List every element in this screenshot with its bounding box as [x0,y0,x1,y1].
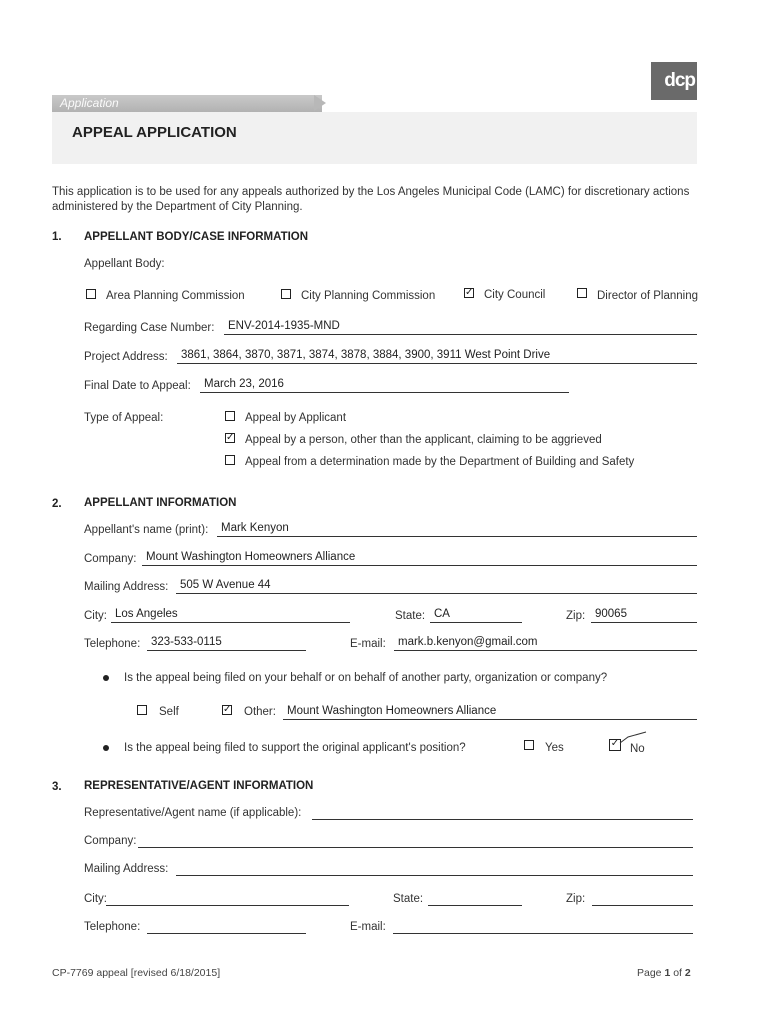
rep-email-line[interactable] [393,933,693,934]
appeal-aggrieved-label: Appeal by a person, other than the applicant, claiming to be aggrieved [245,434,602,446]
section-1-title: APPELLANT BODY/CASE INFORMATION [84,231,309,243]
section-2-title: APPELLANT INFORMATION [84,497,237,509]
checkbox-appeal-building-safety[interactable] [225,455,235,465]
self-label: Self [159,706,179,718]
zip-value[interactable]: 90065 [595,608,627,620]
appellant-name-value[interactable]: Mark Kenyon [221,522,289,534]
telephone-value[interactable]: 323-533-0115 [151,636,222,648]
final-date-line [200,392,569,393]
appellant-name-line [217,536,697,537]
rep-state-label: State: [393,893,424,905]
mailing-address-label: Mailing Address: [84,581,169,593]
checkbox-area-planning-commission[interactable] [86,289,96,299]
zip-label: Zip: [566,610,586,622]
state-label: State: [395,610,426,622]
appellant-body-label: Appellant Body: [84,258,165,270]
email-label: E-mail: [350,638,386,650]
behalf-question: Is the appeal being filed on your behalf or on behalf of another party, organization or company? [124,672,608,684]
rep-city-label: City: [84,893,107,905]
checkmark-icon: ✓ [226,432,235,443]
rep-name-line[interactable] [312,819,693,820]
checkbox-yes[interactable] [524,740,534,750]
other-line [283,719,697,720]
bullet-icon [103,675,109,681]
telephone-label: Telephone: [84,638,141,650]
rep-company-label: Company: [84,835,137,847]
checkbox-appeal-aggrieved[interactable] [225,433,235,443]
company-label: Company: [84,553,137,565]
rep-mailing-label: Mailing Address: [84,863,169,875]
city-planning-commission-label: City Planning Commission [301,290,436,302]
final-date-label: Final Date to Appeal: [84,380,191,392]
rep-email-label: E-mail: [350,921,386,933]
page-total: 2 [684,967,691,979]
director-of-planning-label: Director of Planning [597,290,698,302]
checkmark-icon: ✓ [465,287,474,298]
project-address-value[interactable]: 3861, 3864, 3870, 3871, 3874, 3878, 3884, 3900, 3911 West Point Drive [181,349,551,361]
telephone-line [147,650,306,651]
city-value[interactable]: Los Angeles [115,608,178,620]
rep-name-label: Representative/Agent name (if applicable): [84,807,302,819]
final-date-value[interactable]: March 23, 2016 [204,378,284,390]
company-line [142,565,697,566]
form-id: CP-7769 appeal [revised 6/18/2015] [52,967,221,979]
email-value[interactable]: mark.b.kenyon@gmail.com [398,636,538,648]
bullet-icon [103,745,109,751]
rep-zip-line[interactable] [592,905,693,906]
appellant-name-label: Appellant's name (print): [84,524,209,536]
rep-state-line[interactable] [428,905,522,906]
mailing-address-value[interactable]: 505 W Avenue 44 [180,579,271,591]
rep-telephone-line[interactable] [147,933,306,934]
checkbox-other[interactable] [222,705,232,715]
checkbox-appeal-by-applicant[interactable] [225,411,235,421]
section-1-number: 1. [52,231,62,243]
appeal-by-applicant-label: Appeal by Applicant [245,412,347,424]
intro-text: This application is to be used for any appeals authorized by the Los Angeles Municipal Code (LAMC) for discretionary actions administered by the Department of City Planning. [52,186,690,213]
other-value[interactable]: Mount Washington Homeowners Alliance [287,705,497,717]
city-council-label: City Council [484,289,546,301]
dcp-logo: dcp [651,62,697,100]
city-line [111,622,350,623]
support-question: Is the appeal being filed to support the original applicant's position? [124,742,466,754]
checkbox-director-of-planning[interactable] [577,288,587,298]
checkbox-self[interactable] [137,705,147,715]
appeal-type-label: Type of Appeal: [84,412,164,424]
no-label: No [630,743,645,755]
city-label: City: [84,610,107,622]
checkbox-city-council[interactable] [464,288,474,298]
rep-company-line[interactable] [138,847,693,848]
other-label: Other: [244,706,276,718]
zip-line [591,622,697,623]
state-value[interactable]: CA [434,608,450,620]
checkmark-icon: ✓ [223,704,232,715]
page-prefix: Page [637,967,665,979]
state-line [430,622,522,623]
page-title: APPEAL APPLICATION [72,124,237,141]
section-3-number: 3. [52,781,62,793]
rep-mailing-line[interactable] [176,875,693,876]
case-number-label: Regarding Case Number: [84,322,215,334]
case-number-line [224,334,697,335]
section-3-title: REPRESENTATIVE/AGENT INFORMATION [84,780,314,792]
area-planning-commission-label: Area Planning Commission [106,290,245,302]
page-of: of [670,967,685,979]
application-tab: Application [52,95,322,112]
page-current: 1 [664,967,671,979]
rep-city-line[interactable] [106,905,349,906]
project-address-line [177,363,697,364]
checkbox-city-planning-commission[interactable] [281,289,291,299]
mailing-address-line [176,593,697,594]
section-2-number: 2. [52,498,62,510]
page-number [637,967,691,979]
company-value[interactable]: Mount Washington Homeowners Alliance [146,551,356,563]
appeal-building-safety-label: Appeal from a determination made by the Department of Building and Safety [245,456,635,468]
project-address-label: Project Address: [84,351,168,363]
email-line [394,650,697,651]
case-number-value[interactable]: ENV-2014-1935-MND [228,320,340,332]
checkmark-icon: ✓ [610,738,620,749]
tab-arrow-icon [314,95,326,111]
rep-zip-label: Zip: [566,893,586,905]
yes-label: Yes [545,742,564,754]
rep-telephone-label: Telephone: [84,921,141,933]
